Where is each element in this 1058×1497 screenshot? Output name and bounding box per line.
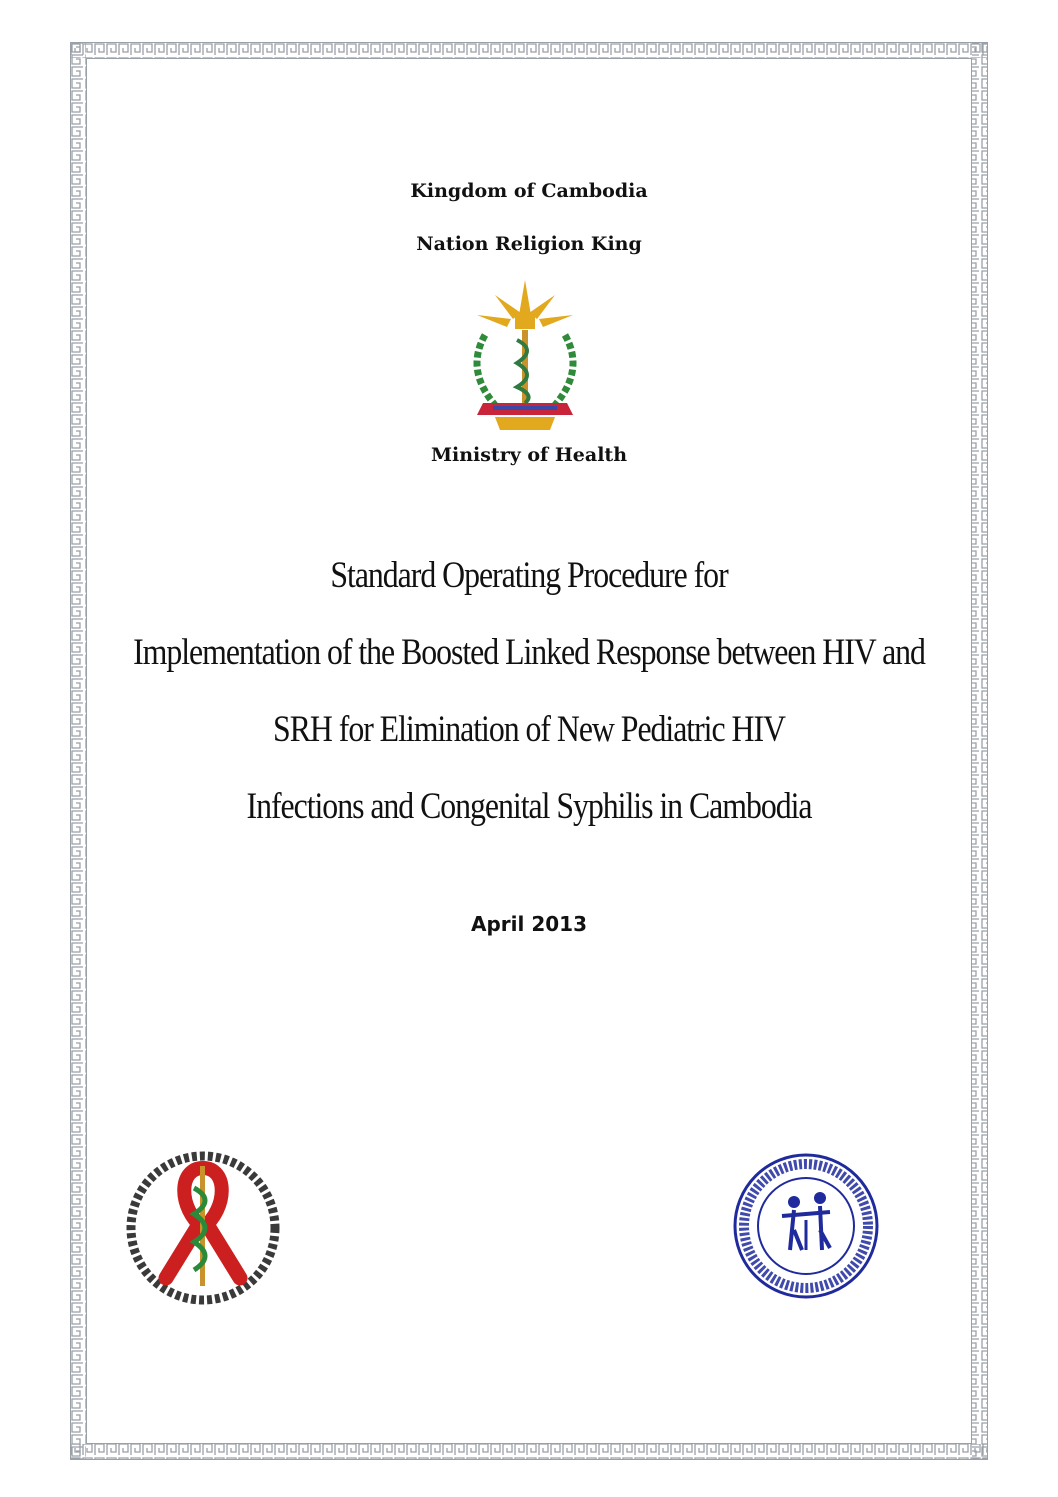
- red-ribbon-caduceus-logo-icon: [118, 1148, 288, 1312]
- title-line-4: Infections and Congenital Syphilis in Cambodia: [246, 786, 812, 827]
- national-motto: Nation Religion King: [416, 233, 642, 255]
- ministry-of-health-emblem-icon: [455, 275, 595, 439]
- publication-date: April 2013: [471, 912, 587, 936]
- title-line-2: Implementation of the Boosted Linked Response between HIV and: [133, 632, 925, 673]
- title-line-1: Standard Operating Procedure for: [330, 555, 728, 596]
- nmchc-logo-icon: [730, 1150, 882, 1306]
- ministry-name: Ministry of Health: [430, 444, 628, 466]
- country-name: Kingdom of Cambodia: [410, 180, 648, 202]
- title-line-3: SRH for Elimination of New Pediatric HIV: [273, 709, 785, 750]
